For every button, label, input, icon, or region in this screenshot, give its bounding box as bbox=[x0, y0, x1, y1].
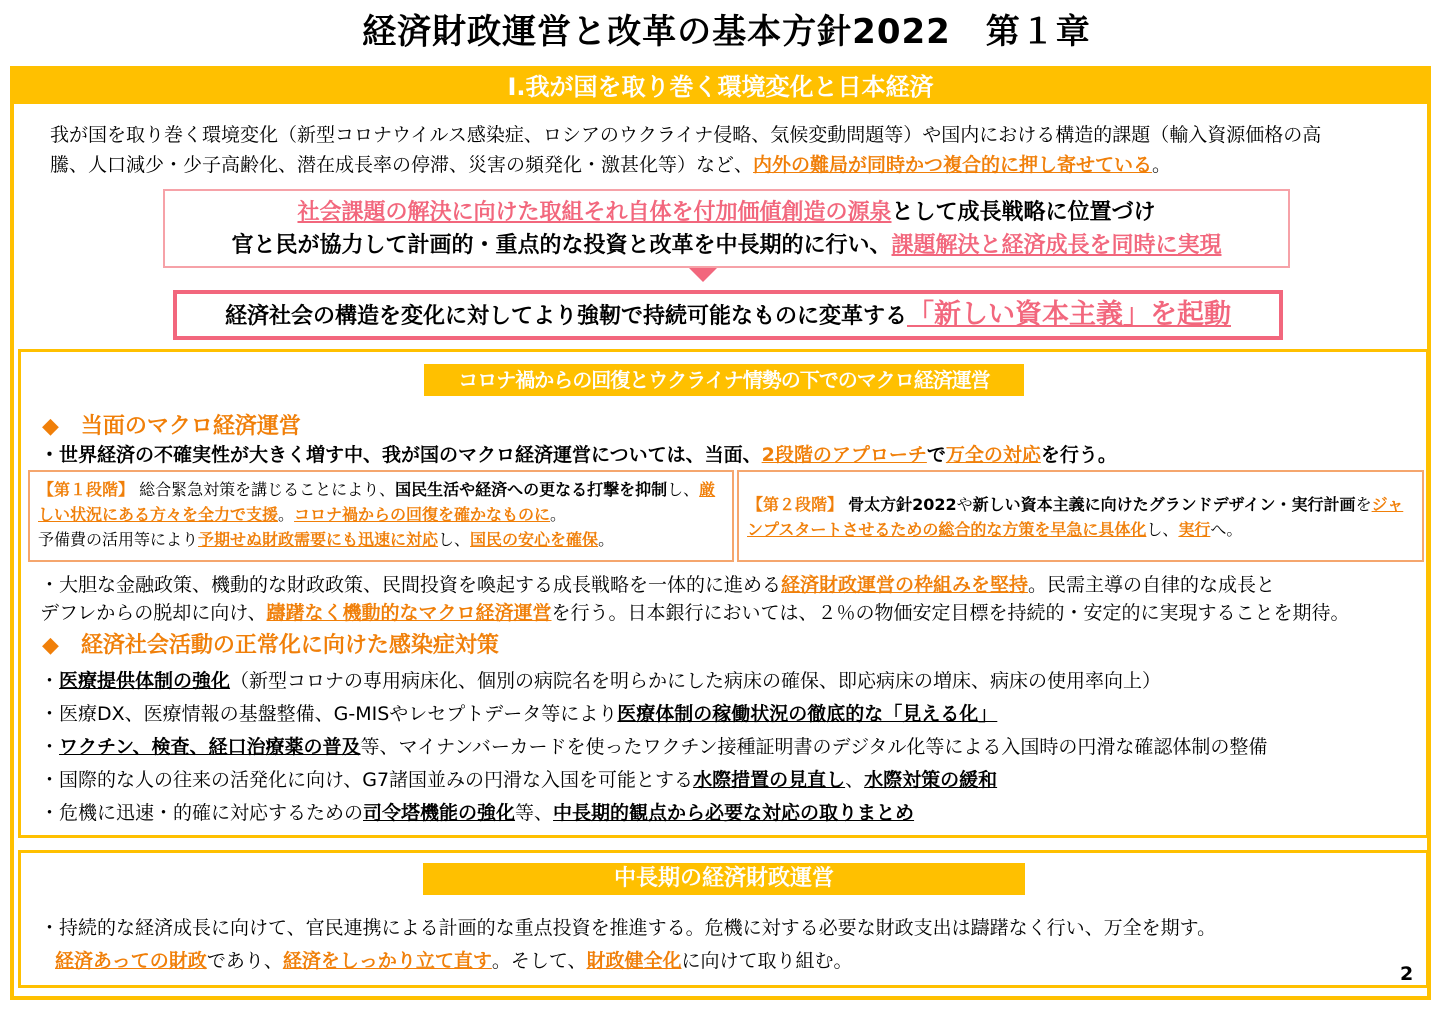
section3-line-1: ・持続的な経済成長に向けて、官民連携による計画的な重点投資を推進する。危機に対する必要な財政支出は躊躇なく行い、万全を期す。 bbox=[40, 917, 1217, 939]
policy-line-2: デフレからの脱却に向け、躊躇なく機動的なマクロ経済運営を行う。日本銀行においては、２％の物価安定目標を持続的・安定的に実現することを期待。 bbox=[40, 602, 1350, 624]
list-item: ・危機に迅速・的確に対応するための司令塔機能の強化等、中長期的観点から必要な対応の取りまとめ bbox=[40, 802, 915, 824]
page-number: 2 bbox=[1400, 963, 1414, 985]
list-item: ・医療提供体制の強化（新型コロナの専用病床化、個別の病院名を明らかにした病床の確保、即応病床の増床、病床の使用率向上） bbox=[40, 670, 1162, 692]
list-item: ・ワクチン、検査、経口治療薬の普及等、マイナンバーカードを使ったワクチン接種証明書のデジタル化等による入国時の円滑な確認体制の整備 bbox=[40, 736, 1268, 758]
two-stage-approach-line: ・世界経済の不確実性が大きく増す中、我が国のマクロ経済運営については、当面、2段階のアプローチで万全の対応を行う。 bbox=[40, 444, 1117, 466]
intro-text: 我が国を取り巻く環境変化（新型コロナウイルス感染症、ロシアのウクライナ侵略、気候変動問題等）や国内における構造的課題（輸入資源価格の高 騰、人口減少・少子高齢化、潜在成長率の停滞、災害の頻発化・激甚化等）など、内外の難局が同時かつ複合的に押し寄せている。 bbox=[50, 124, 1322, 176]
stage2-box: 【第２段階】 骨太方針2022や新しい資本主義に向けたグランドデザイン・実行計画をジャンプスタートさせるための総合的な方策を早急に具体化し、実行へ。 bbox=[737, 470, 1424, 562]
new-capitalism-label: 「新しい資本主義」を起動 bbox=[907, 299, 1231, 330]
section3-heading: 中長期の経済財政運営 bbox=[423, 863, 1025, 895]
new-capitalism-box: 経済社会の構造を変化に対してより強靭で持続可能なものに変革する「新しい資本主義」を起動 bbox=[173, 290, 1283, 340]
stage1-box: 【第１段階】 総合緊急対策を講じることにより、国民生活や経済への更なる打撃を抑制し、厳しい状況にある方々を全力で支援。コロナ禍からの回復を確かなものに。 予備費の活用等により予期せぬ財政需要にも迅速に対応し、国民の安心を確保。 bbox=[28, 470, 734, 562]
section2-heading: コロナ禍からの回復とウクライナ情勢の下でのマクロ経済運営 bbox=[424, 364, 1024, 396]
down-arrow-icon bbox=[689, 268, 717, 282]
list-item: ・医療DX、医療情報の基盤整備、G-MISやレセプトデータ等により医療体制の稼働状況の徹底的な「見える化」 bbox=[40, 703, 998, 725]
policy-line-1: ・大胆な金融政策、機動的な財政政策、民間投資を喚起する成長戦略を一体的に進める経済財政運営の枠組みを堅持。民需主導の自律的な成長と bbox=[40, 574, 1276, 596]
page-title: 経済財政運営と改革の基本方針2022 第１章 bbox=[362, 12, 1091, 52]
sub2-title: ◆ 経済社会活動の正常化に向けた感染症対策 bbox=[42, 633, 499, 658]
sub1-title: ◆ 当面のマクロ経済運営 bbox=[42, 414, 301, 439]
section1-heading: Ⅰ.我が国を取り巻く環境変化と日本経済 bbox=[14, 70, 1427, 104]
section3-line-2: 経済あっての財政であり、経済をしっかり立て直す。そして、財政健全化に向けて取り組む。 bbox=[55, 950, 853, 972]
list-item: ・国際的な人の往来の活発化に向け、G7諸国並みの円滑な入国を可能とする水際措置の見直し、水際対策の緩和 bbox=[40, 769, 998, 791]
highlight-difficulties: 内外の難局が同時かつ複合的に押し寄せている bbox=[753, 154, 1153, 176]
growth-strategy-box: 社会課題の解決に向けた取組それ自体を付加価値創造の源泉として成長戦略に位置づけ 官と民が協力して計画的・重点的な投資と改革を中長期的に行い、課題解決と経済成長を同時に実現 bbox=[163, 189, 1290, 268]
